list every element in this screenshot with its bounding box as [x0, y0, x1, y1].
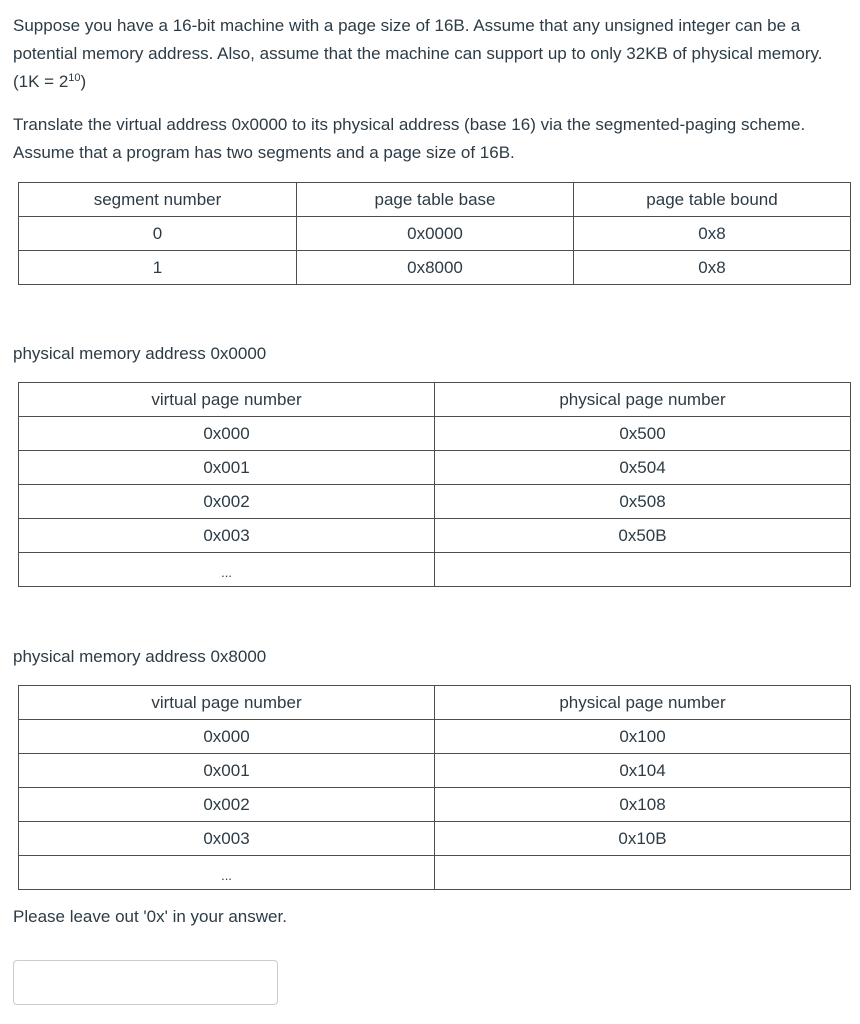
table-row [19, 519, 851, 553]
physical-page-cell: 0x104 [435, 754, 851, 788]
page-table-bound-header: page table bound [574, 183, 851, 217]
empty-cell [435, 553, 851, 587]
page-table-bound-cell: 0x8 [574, 251, 851, 285]
table-row [19, 251, 851, 285]
table-row [19, 451, 851, 485]
physical-page-cell: 0x50B [435, 519, 851, 553]
question-instruction: Translate the virtual address 0x0000 to its physical address (base 16) via the segmented-paging scheme. Assume that a program has two segments and a page size of 16B. [13, 115, 806, 162]
physical-page-cell: 0x108 [435, 788, 851, 822]
table-row [19, 417, 851, 451]
virtual-page-cell: 0x002 [19, 485, 435, 519]
segment-table [18, 182, 851, 285]
page-table-0-label: physical memory address 0x0000 [13, 344, 267, 363]
exponent: 10 [68, 72, 81, 84]
page-table-1 [18, 685, 851, 890]
ellipsis-cell: ... [19, 856, 435, 890]
table-row [19, 754, 851, 788]
virtual-page-cell: 0x001 [19, 451, 435, 485]
physical-page-number-header: physical page number [435, 686, 851, 720]
question-intro [13, 12, 843, 96]
table-row [19, 856, 851, 890]
page-table-1-label: physical memory address 0x8000 [13, 647, 267, 666]
virtual-page-cell: 0x002 [19, 788, 435, 822]
empty-cell [435, 856, 851, 890]
virtual-page-number-header: virtual page number [19, 686, 435, 720]
ellipsis-cell: ... [19, 553, 435, 587]
table-row [19, 822, 851, 856]
physical-page-cell: 0x100 [435, 720, 851, 754]
virtual-page-cell: 0x003 [19, 519, 435, 553]
physical-page-cell: 0x508 [435, 485, 851, 519]
page-table-base-cell: 0x8000 [297, 251, 574, 285]
page-table-0-header-row [19, 383, 851, 417]
answer-note: Please leave out '0x' in your answer. [13, 907, 287, 926]
page-table-1-header-row [19, 686, 851, 720]
virtual-page-cell: 0x000 [19, 720, 435, 754]
answer-input[interactable] [13, 960, 278, 1005]
page-table-0 [18, 382, 851, 587]
physical-page-cell: 0x500 [435, 417, 851, 451]
table-row [19, 788, 851, 822]
virtual-page-cell: 0x001 [19, 754, 435, 788]
table-row [19, 553, 851, 587]
page-table-bound-cell: 0x8 [574, 217, 851, 251]
virtual-page-cell: 0x003 [19, 822, 435, 856]
physical-page-number-header: physical page number [435, 383, 851, 417]
table-row [19, 485, 851, 519]
question-intro-text: Suppose you have a 16-bit machine with a page size of 16B. Assume that any unsigned integer can be a potential memory address. Also, assume that the machine can support up to only 32KB of physical memory. (1K = 2 [13, 16, 823, 91]
virtual-page-number-header: virtual page number [19, 383, 435, 417]
virtual-page-cell: 0x000 [19, 417, 435, 451]
segment-table-header-row [19, 183, 851, 217]
question-intro-close: ) [80, 72, 87, 91]
page-table-base-cell: 0x0000 [297, 217, 574, 251]
table-row [19, 217, 851, 251]
table-row [19, 720, 851, 754]
segment-number-header: segment number [19, 183, 297, 217]
segment-number-cell: 1 [19, 251, 297, 285]
segment-number-cell: 0 [19, 217, 297, 251]
page-table-base-header: page table base [297, 183, 574, 217]
physical-page-cell: 0x10B [435, 822, 851, 856]
physical-page-cell: 0x504 [435, 451, 851, 485]
